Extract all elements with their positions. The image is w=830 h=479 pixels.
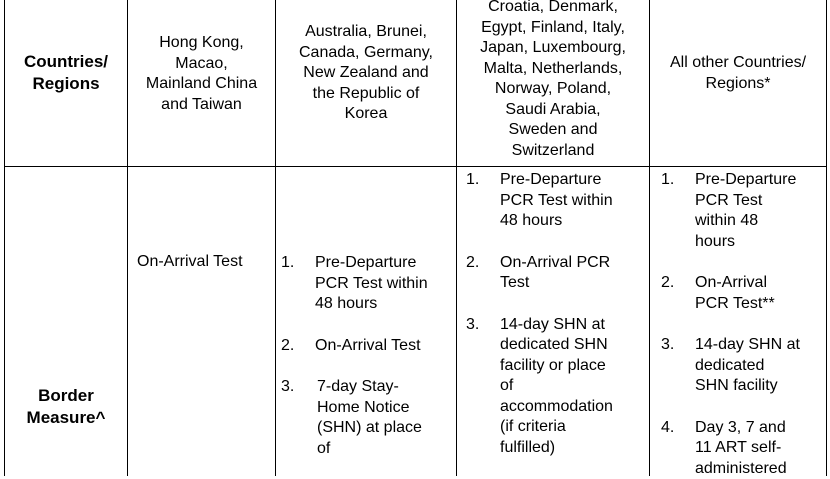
header-text-line: Malta, Netherlands, [457, 59, 649, 80]
header-text-line: All other Countries/ [650, 53, 826, 74]
list-number: 1. [466, 170, 479, 191]
list-text-line: PCR Test within [500, 191, 648, 212]
list-item [281, 377, 453, 459]
measure-list-group-4 [661, 170, 827, 479]
row-label-line: Border [5, 385, 127, 407]
list-text-line: fulfilled) [500, 438, 648, 459]
list-text-line: 48 hours [500, 211, 648, 232]
header-text-line: Canada, Germany, [276, 43, 456, 64]
list-item [661, 335, 827, 397]
list-text-line: Test [500, 273, 648, 294]
list-number: 1. [281, 253, 294, 274]
list-text-line: Day 3, 7 and [695, 418, 827, 439]
list-number: 1. [661, 170, 674, 191]
list-item [466, 253, 648, 294]
header-text-line: the Republic of [276, 84, 456, 105]
list-text-line: of [317, 439, 453, 460]
list-text-line: dedicated [695, 356, 827, 377]
header-group-3 [457, 0, 649, 161]
list-text-line: On-Arrival [695, 273, 827, 294]
list-text-line: (SHN) at place [317, 418, 453, 439]
list-text-line: dedicated SHN [500, 335, 648, 356]
list-text-line: PCR Test within [315, 274, 453, 295]
row-label-line: Measure^ [5, 407, 127, 429]
list-text-line: 14-day SHN at [695, 335, 827, 356]
list-text-line: Pre-Departure [315, 253, 453, 274]
list-item [661, 170, 827, 252]
header-text-line: Korea [276, 104, 456, 125]
measure-list-group-2 [281, 253, 453, 459]
list-text-line: PCR Test [695, 191, 827, 212]
list-number: 2. [661, 273, 674, 294]
header-text-line: Macao, [128, 54, 275, 75]
list-text-line: On-Arrival PCR [500, 253, 648, 274]
header-group-1 [128, 33, 275, 115]
row-label-border-measure [5, 385, 127, 429]
list-number: 3. [281, 377, 294, 398]
list-text-line: (if criteria [500, 417, 648, 438]
header-text-line: Croatia, Denmark, [457, 0, 649, 18]
header-text-line: Regions* [650, 74, 826, 95]
list-text-line: 48 hours [315, 294, 453, 315]
list-item [466, 170, 648, 232]
measure-group-1 [137, 252, 243, 273]
list-number: 2. [281, 336, 294, 357]
list-item [281, 253, 453, 315]
list-text-line: 7-day Stay- [317, 377, 453, 398]
header-group-2 [276, 22, 456, 125]
list-text-line: On-Arrival Test [315, 336, 453, 357]
list-item [466, 315, 648, 459]
header-text-line: Egypt, Finland, Italy, [457, 18, 649, 39]
header-text-line: Mainland China [128, 74, 275, 95]
header-text-line: Saudi Arabia, [457, 100, 649, 121]
list-text-line: Pre-Departure [695, 170, 827, 191]
list-number: 3. [661, 335, 674, 356]
list-text-line: hours [695, 232, 827, 253]
list-text-line: accommodation [500, 397, 648, 418]
list-text-line: administered [695, 459, 827, 479]
header-text-line: and Taiwan [128, 95, 275, 116]
list-text-line: 14-day SHN at [500, 315, 648, 336]
header-text-line: Norway, Poland, [457, 79, 649, 100]
list-text-line: facility or place [500, 356, 648, 377]
header-text-line: Countries/ [5, 51, 127, 73]
measure-list-group-3 [466, 170, 648, 458]
list-item [281, 336, 453, 357]
measure-text: On-Arrival Test [137, 252, 243, 273]
list-number: 3. [466, 315, 479, 336]
header-group-4 [650, 53, 826, 94]
list-number: 4. [661, 418, 674, 439]
list-item [661, 418, 827, 479]
header-text-line: New Zealand and [276, 63, 456, 84]
list-text-line: 11 ART self- [695, 438, 827, 459]
list-number: 2. [466, 253, 479, 274]
list-text-line: SHN facility [695, 376, 827, 397]
row-divider [4, 166, 827, 167]
list-text-line: PCR Test** [695, 294, 827, 315]
list-text-line: of [500, 376, 648, 397]
header-text-line: Australia, Brunei, [276, 22, 456, 43]
list-text-line: Pre-Departure [500, 170, 648, 191]
header-text-line: Hong Kong, [128, 33, 275, 54]
list-item [661, 273, 827, 314]
header-text-line: Japan, Luxembourg, [457, 38, 649, 59]
header-text-line: Sweden and [457, 120, 649, 141]
header-text-line: Regions [5, 73, 127, 95]
header-text-line: Switzerland [457, 141, 649, 162]
list-text-line: within 48 [695, 211, 827, 232]
header-countries-regions [5, 51, 127, 95]
list-text-line: Home Notice [317, 398, 453, 419]
